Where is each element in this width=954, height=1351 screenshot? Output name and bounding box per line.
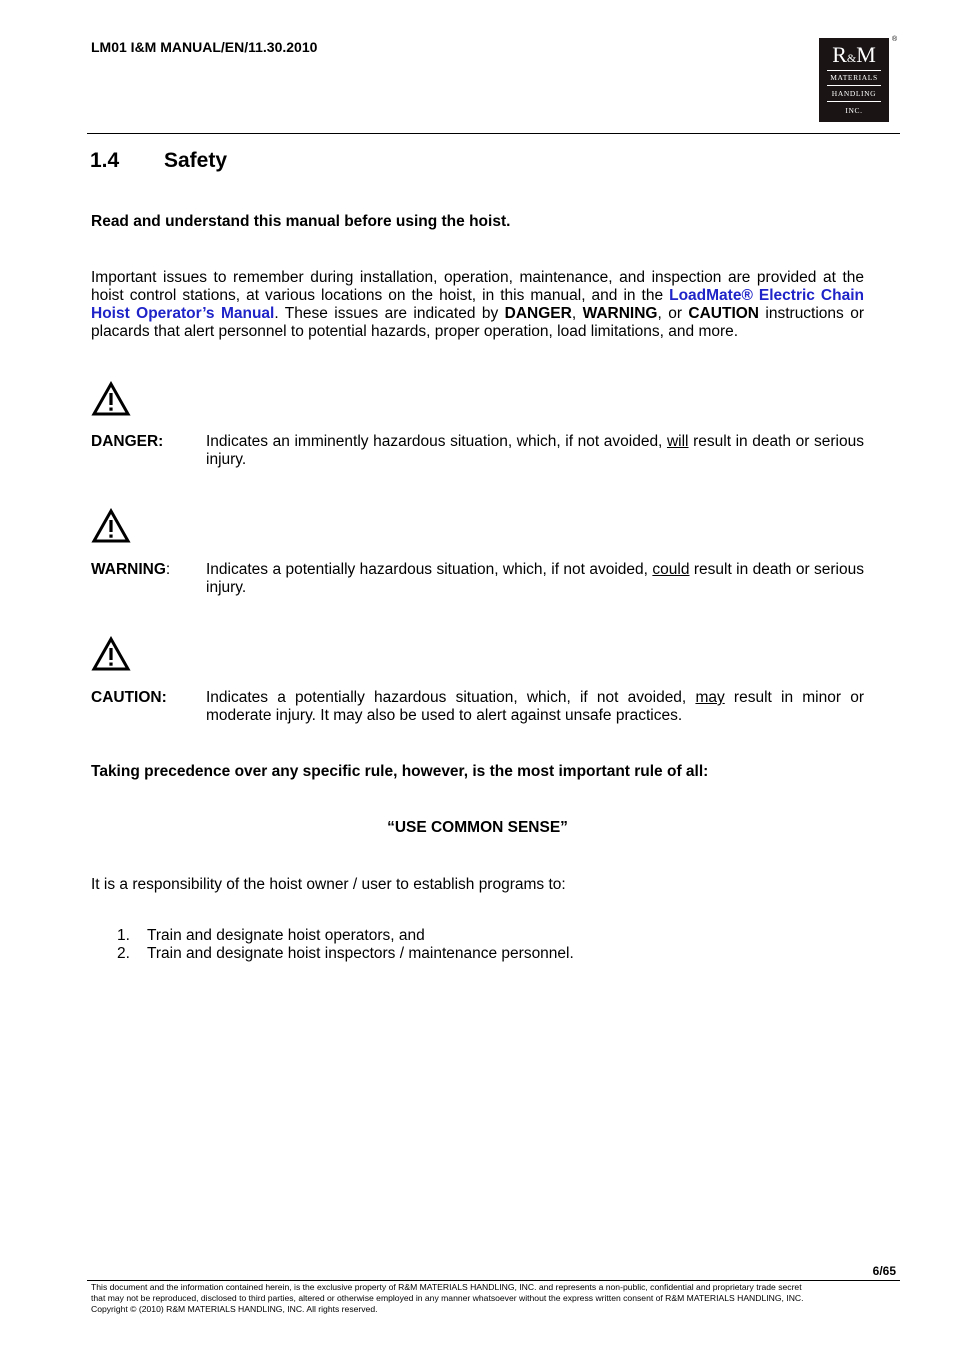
section-number: 1.4 — [90, 149, 120, 172]
list-item: 1. Train and designate hoist operators, and — [117, 927, 425, 944]
warning-description: Indicates a potentially hazardous situation, which, if not avoided, could result in death or serious injury. — [206, 561, 864, 596]
precedence-text: Taking precedence over any specific rule, however, is the most important rule of all: — [91, 763, 709, 780]
logo-brand: R&M — [832, 42, 876, 67]
common-sense-rule: “USE COMMON SENSE” — [387, 819, 568, 836]
section-title: Safety — [164, 149, 228, 172]
footer-divider — [87, 1280, 900, 1281]
operators-manual-link[interactable]: LoadMate® Electric Chain Hoist Operator’s Manual — [91, 287, 864, 322]
caution-description: Indicates a potentially hazardous situation, which, if not avoided, may result in minor or moderate injury. It may also be used to alert against unsafe practices. — [206, 689, 865, 724]
list-item: 2. Train and designate hoist inspectors / maintenance personnel. — [117, 945, 574, 962]
company-logo — [819, 36, 898, 122]
footer-notice: This document and the information contained herein, is the exclusive property of R&M MATERIALS HANDLING, INC. and represents a non-public, confidential and proprietary trade secret that may not be reproduced, disclosed to third parties, altered or otherwise employed in any manner whatsoever without the express written consent of R&M MATERIALS HANDLING, INC. Copyright © (2010) R&M MATERIALS HANDLING, INC. All rights reserved. — [91, 1282, 804, 1314]
danger-description: Indicates an imminently hazardous situation, which, if not avoided, will result in death or serious injury. — [206, 433, 864, 468]
warning-triangle-icon — [91, 381, 131, 417]
logo-materials: MATERIALS — [830, 73, 878, 82]
header-divider — [87, 133, 900, 134]
warning-triangle-icon — [91, 636, 131, 672]
responsibility-text: It is a responsibility of the hoist owner / user to establish programs to: — [91, 876, 566, 893]
intro-paragraph: Important issues to remember during installation, operation, maintenance, and inspection are provided at the hoist control stations, at various locations on the hoist, in this manual, and in the LoadMate® Electric Chain Hoist Operator’s Manual. These issues are indicated by DANGER, WARNING, or CAUTION instructions or placards that alert personnel to potential hazards, proper operation, load limitations, and more. — [91, 269, 864, 340]
warning-triangle-icon — [91, 508, 131, 544]
logo-handling: HANDLING — [831, 89, 877, 98]
section-heading — [90, 149, 227, 173]
document-id: LM01 I&M MANUAL/EN/11.30.2010 — [91, 39, 318, 55]
intro-bold-text: Read and understand this manual before using the hoist. — [91, 213, 511, 230]
danger-label: DANGER: — [91, 433, 164, 450]
registered-mark: ® — [892, 36, 898, 43]
caution-label: CAUTION: — [91, 689, 167, 706]
logo-inc: INC. — [845, 106, 863, 115]
warning-label: WARNING: — [91, 561, 171, 578]
page-number: 6/65 — [872, 1264, 896, 1278]
